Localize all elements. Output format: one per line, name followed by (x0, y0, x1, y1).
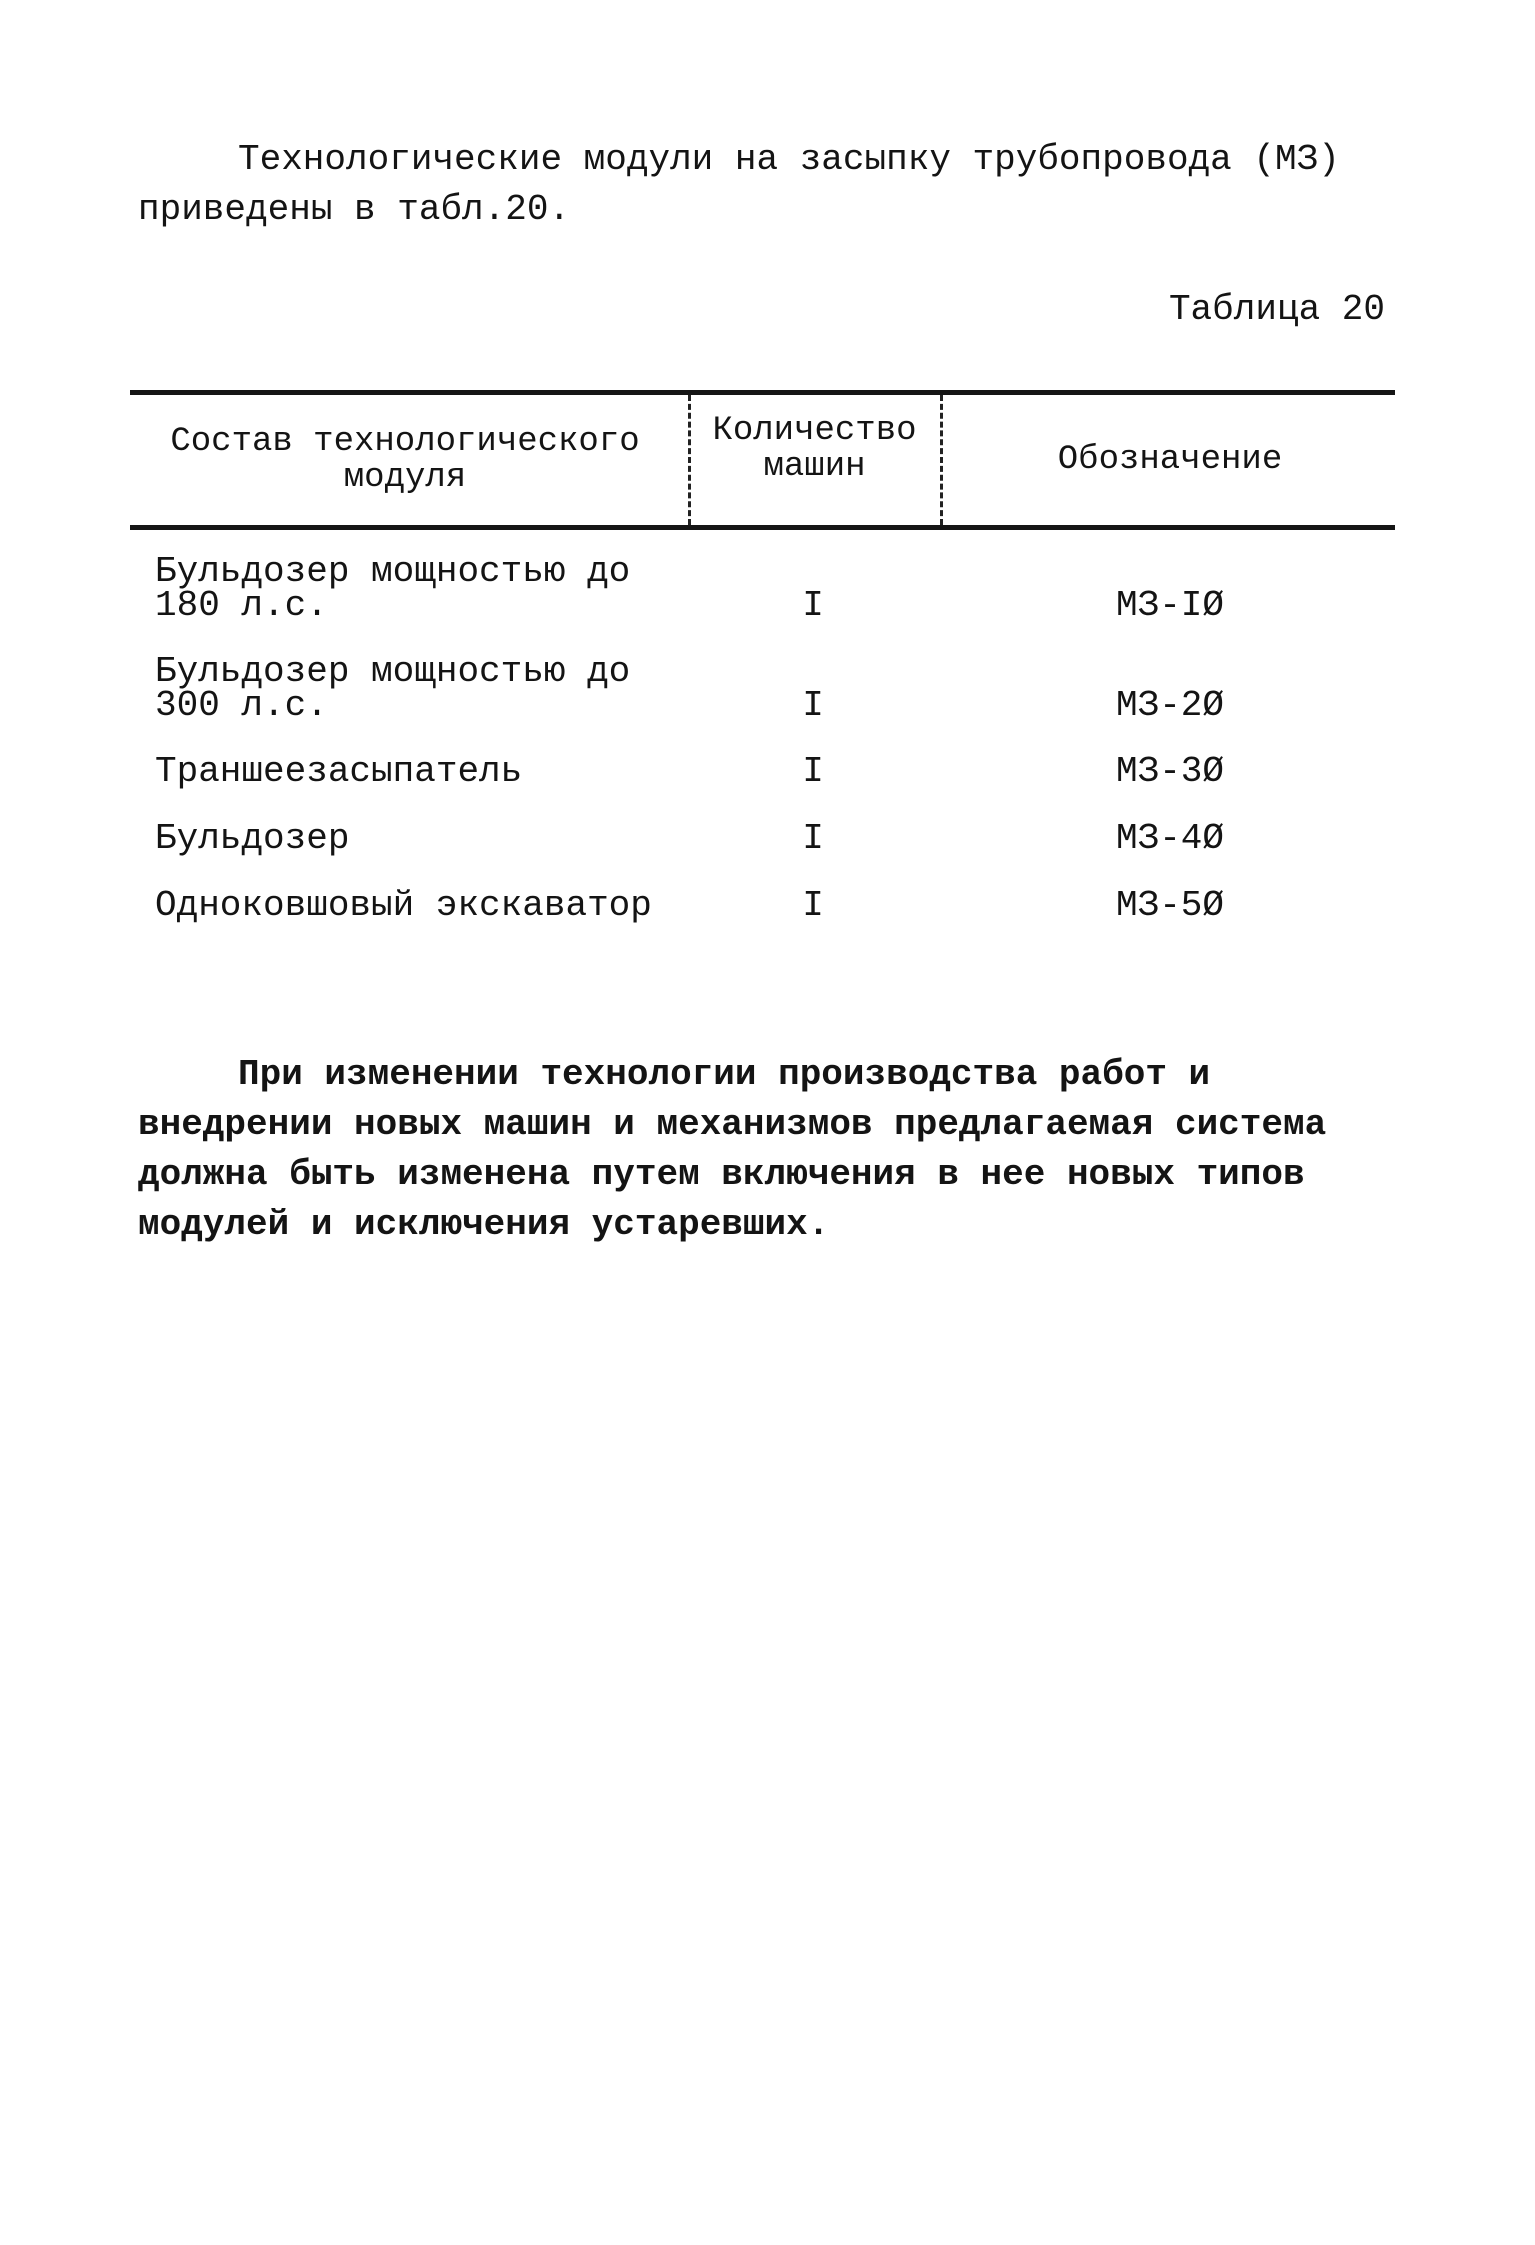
table-row (130, 651, 1395, 755)
header-composition: Состав технологического модуля (170, 423, 640, 497)
row-name: Траншеезасыпатель (155, 751, 523, 792)
table-body (130, 530, 1395, 956)
row-name: Бульдозер (155, 818, 350, 859)
row-name: Бульдозер мощностью до 180 л.с. (155, 551, 631, 626)
row-quantity: I (802, 885, 824, 926)
row-code: МЗ-IØ (1115, 585, 1225, 626)
modules-table (130, 390, 1395, 956)
table-row (130, 818, 1395, 889)
row-code: МЗ-3Ø (1115, 751, 1225, 792)
header-designation: Обозначение (1057, 441, 1283, 479)
column-divider (940, 395, 943, 525)
outro-text: При изменении технологии производства работ и внедрении новых машин и механизмов предлагаемая система должна быть изменена путем включения в нее новых типов модулей и исключения устаревших. (138, 1054, 1327, 1245)
table-caption: Таблица 20 (1168, 289, 1385, 330)
row-quantity: I (802, 585, 824, 626)
intro-text: Технологические модули на засыпку трубопровода (МЗ) приведены в табл.20. (138, 139, 1340, 230)
intro-paragraph (138, 135, 1388, 235)
row-code: МЗ-4Ø (1115, 818, 1225, 859)
row-name: Бульдозер мощностью до 300 л.с. (155, 651, 631, 726)
table-header (130, 395, 1395, 525)
row-code: МЗ-5Ø (1115, 885, 1225, 926)
column-divider (688, 395, 691, 525)
row-name: Одноковшовый экскаватор (155, 885, 652, 926)
row-quantity: I (802, 751, 824, 792)
outro-paragraph (138, 1050, 1388, 1250)
table-row (130, 751, 1395, 822)
row-quantity: I (802, 818, 824, 859)
header-quantity: Количество машин (712, 412, 917, 486)
row-code: МЗ-2Ø (1115, 685, 1225, 726)
table-row (130, 551, 1395, 655)
table-row (130, 885, 1395, 956)
row-quantity: I (802, 685, 824, 726)
